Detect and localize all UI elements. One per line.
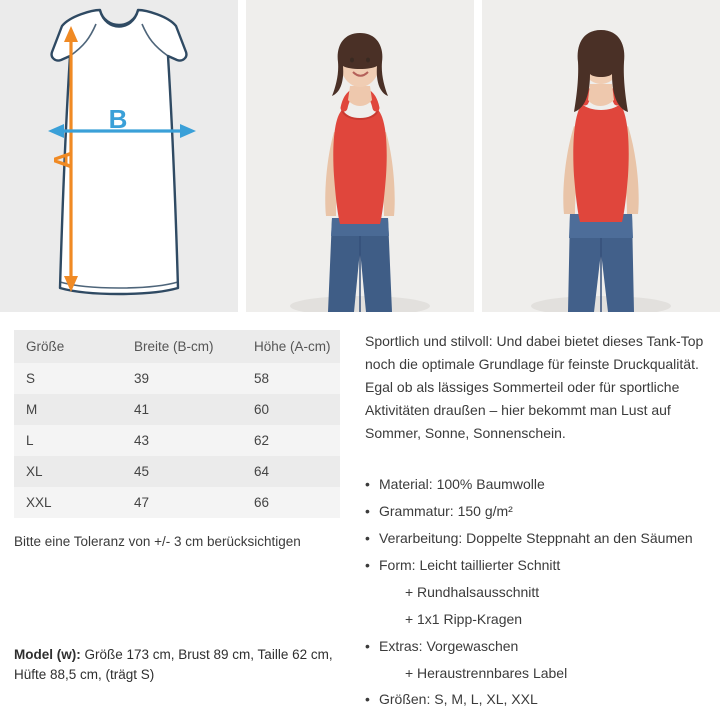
product-photo-front	[246, 0, 474, 312]
header-height: Höhe (A-cm)	[242, 330, 340, 363]
list-item: • Größen: S, M, L, XL, XXL	[365, 686, 706, 713]
cell-size: S	[14, 363, 122, 394]
list-item-sub: + 1x1 Ripp-Kragen	[365, 606, 706, 633]
cell-height: 58	[242, 363, 340, 394]
product-photo-back	[482, 0, 720, 312]
cell-size: L	[14, 425, 122, 456]
cell-width: 47	[122, 487, 242, 518]
details-section	[0, 312, 720, 713]
cell-size: XXL	[14, 487, 122, 518]
header-width: Breite (B-cm)	[122, 330, 242, 363]
cell-width: 39	[122, 363, 242, 394]
table-header-row	[14, 330, 340, 363]
tolerance-note: Bitte eine Toleranz von +/- 3 cm berücksichtigen	[14, 534, 301, 549]
cell-height: 66	[242, 487, 340, 518]
list-item: • Extras: Vorgewaschen	[365, 633, 706, 660]
list-item: • Grammatur: 150 g/m²	[365, 498, 706, 525]
product-description: Sportlich und stilvoll: Und dabei bietet dieses Tank-Top noch die optimale Grundlage für feinste Druckqualität. Egal ob als lässiges Sommerteil oder für sportliche Aktivitäten draußen – hier bekommt man Lust auf Sommer, Sonne, Sonnenschein.	[365, 333, 704, 442]
spec-list	[365, 471, 706, 713]
cell-height: 64	[242, 456, 340, 487]
model-note	[14, 645, 341, 686]
description-column	[355, 312, 720, 713]
list-item: • Form: Leicht taillierter Schnitt	[365, 552, 706, 579]
cell-height: 60	[242, 394, 340, 425]
cell-width: 41	[122, 394, 242, 425]
model-note-line2: Hüfte 88,5 cm, (trägt S)	[14, 667, 155, 683]
cell-size: M	[14, 394, 122, 425]
table-row	[14, 456, 340, 487]
table-row	[14, 363, 340, 394]
table-row	[14, 394, 340, 425]
model-note-line1: Größe 173 cm, Brust 89 cm, Taille 62 cm,	[80, 647, 333, 662]
list-item: • Material: 100% Baumwolle	[365, 471, 706, 498]
svg-text:A: A	[48, 150, 78, 170]
size-table	[14, 330, 340, 518]
image-gallery	[0, 0, 720, 312]
cell-width: 43	[122, 425, 242, 456]
cell-width: 45	[122, 456, 242, 487]
size-diagram	[0, 0, 238, 312]
cell-height: 62	[242, 425, 340, 456]
table-row	[14, 487, 340, 518]
size-column	[0, 312, 355, 713]
header-size: Größe	[14, 330, 122, 363]
list-item: • Verarbeitung: Doppelte Steppnaht an den Säumen	[365, 525, 706, 552]
table-row	[14, 425, 340, 456]
svg-text:B: B	[108, 104, 128, 134]
cell-size: XL	[14, 456, 122, 487]
list-item-sub: + Heraustrennbares Label	[365, 660, 706, 687]
model-note-label: Model (w):	[14, 647, 81, 662]
list-item-sub: + Rundhalsausschnitt	[365, 579, 706, 606]
